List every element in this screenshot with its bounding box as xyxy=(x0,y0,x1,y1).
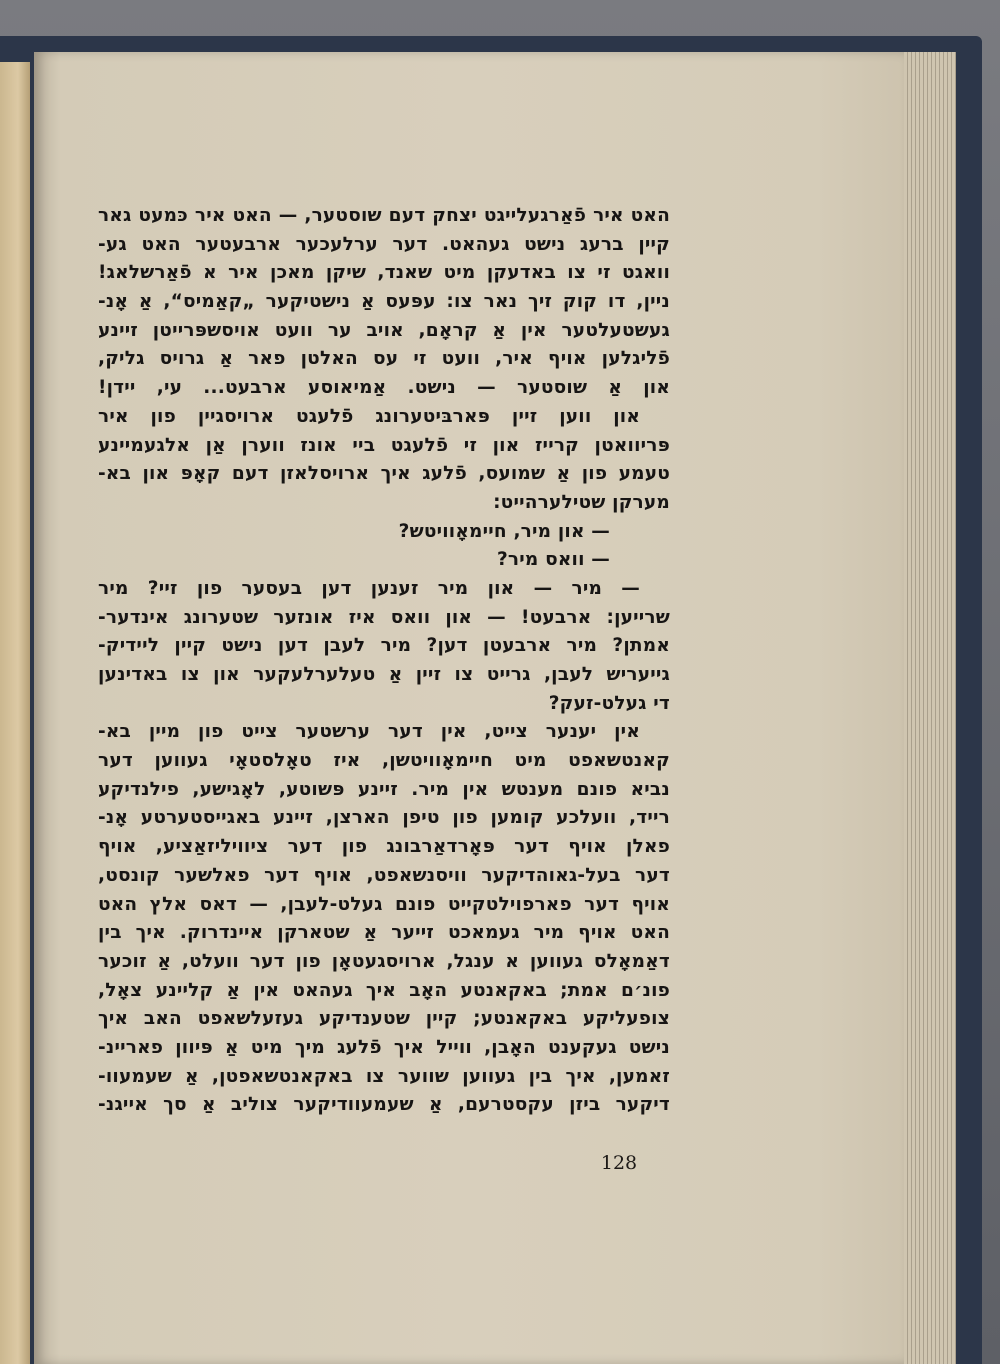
text-line: מערקן שטילערהייט: xyxy=(493,491,670,513)
text-line: ניין, דו קוק זיך נאר צו: עפּעס אַ נישטיקער „קאַמיס“, אַ אָנ- xyxy=(98,291,670,313)
text-line: פאלן אויף דער פּאָרדאַרבונג פון דער ציוויליזאַציע, אויף xyxy=(98,836,670,858)
text-line: פּריוואטן קרייז און זי פֿלעגט ביי אונז ווערן אַן אלגעמיינע xyxy=(98,434,670,456)
text-line: זאמען, איך בין געווען שווער צו באקאנטשאפטן, אַ שעמעוו- xyxy=(98,1065,670,1087)
text-line: און אַ שוסטער — נישט. אַמיאוסע ארבעט... עי, יידן! xyxy=(98,377,670,399)
page-stack-edges xyxy=(904,52,956,1364)
page-number: 128 xyxy=(600,1152,638,1174)
text-line: נביא פונם מענטש אין מיר. זיינע פּשוטע, לאָגישע, פילנדיקע xyxy=(98,778,670,800)
text-line: פונ׳ם אמת; באקאנטע האָב איך געהאט אין אַ קליינע צאָל, xyxy=(98,979,670,1001)
text-line: אויף דער פארפוילטקייט פונם געלט-לעבן, — דאס אלץ האט xyxy=(98,893,670,915)
text-line: קיין ברעג נישט געהאט. דער ערלעכער ארבעטער האט גע- xyxy=(98,233,670,255)
text-line: האט איר פֿאַרגעלייגט יצחק דעם שוסטער, — האט איר כּמעט גאר xyxy=(98,205,670,226)
text-line: דיקער ביזן עקסטרעם, אַ שעמעוודיקער צוליב אַ סך אייגנ- xyxy=(98,1094,670,1116)
text-line: די געלט-זעק? xyxy=(548,692,670,714)
text-line: אין יענער צייט, אין דער ערשטער צייט פון מיין בא- xyxy=(98,721,640,743)
text-line: — וואס מיר? xyxy=(496,549,610,571)
text-line: וואגט זי צו באדעקן מיט שאנד, שיקן מאכן איר א פֿאַרשלאג! xyxy=(98,262,670,284)
text-line: — מיר — און מיר זענען דען בעסער פון זיי? מיר xyxy=(98,577,640,599)
text-line: רייד, וועלכע קומען פון טיפן הארצן, זיינע באגייסטערטע אָנ- xyxy=(98,807,670,829)
text-line: פֿליגלען אויף איר, וועט זי עס האלטן פאר אַ גרויס גליק, xyxy=(98,348,670,370)
text-line: שרייען: ארבעט! — און וואס איז אונזער שטערונג אינדער- xyxy=(98,606,670,628)
text-line: געשטעלטער אין אַ קראָם, אויב ער וועט אויסשפּרייטן זיינע xyxy=(98,319,670,341)
text-line: צופעליקע באקאנטע; קיין שטענדיקע געזעלשאפט האב איך xyxy=(98,1008,670,1030)
text-line: אמתן? מיר ארבעטן דען? מיר לעבן דען נישט קיין ליידיק- xyxy=(98,635,670,657)
text-line: האט אויף מיר געמאכט זייער אַ שטארקן איינדרוק. איך בין xyxy=(98,922,670,944)
text-line: — און מיר, חיימאָוויטש? xyxy=(398,520,610,542)
facing-page-edge xyxy=(0,62,30,1364)
body-text xyxy=(98,202,670,1120)
text-line: נישט געקענט האָבן, ווייל איך פֿלעג מיך מיט אַ פּיוון פאריינ- xyxy=(98,1036,670,1058)
text-line: גייעריש לעבן, גרייט צו זיין אַ טעלערלעקער און צו באדינען xyxy=(98,664,670,685)
text-line: דער בעל-גאוהדיקער וויסנשאפט, אויף דער פאלשער קונסט, xyxy=(98,864,670,886)
text-line: קאנטשאפט מיט חיימאָוויטשן, איז טאָלסטאָי געווען דער xyxy=(98,750,670,772)
text-line: טעמע פון אַ שמועס, פֿלעג איך ארויסלאזן דעם קאָפּ און בא- xyxy=(98,463,670,485)
text-line: דאַמאָלס געווען א ענגל, ארויסגעטאָן פון דער וועלט, אַ זוכער xyxy=(98,950,670,972)
text-line: און ווען זיין פּארבּיטערונג פֿלעגט ארויסגיין פון איר xyxy=(98,405,640,427)
